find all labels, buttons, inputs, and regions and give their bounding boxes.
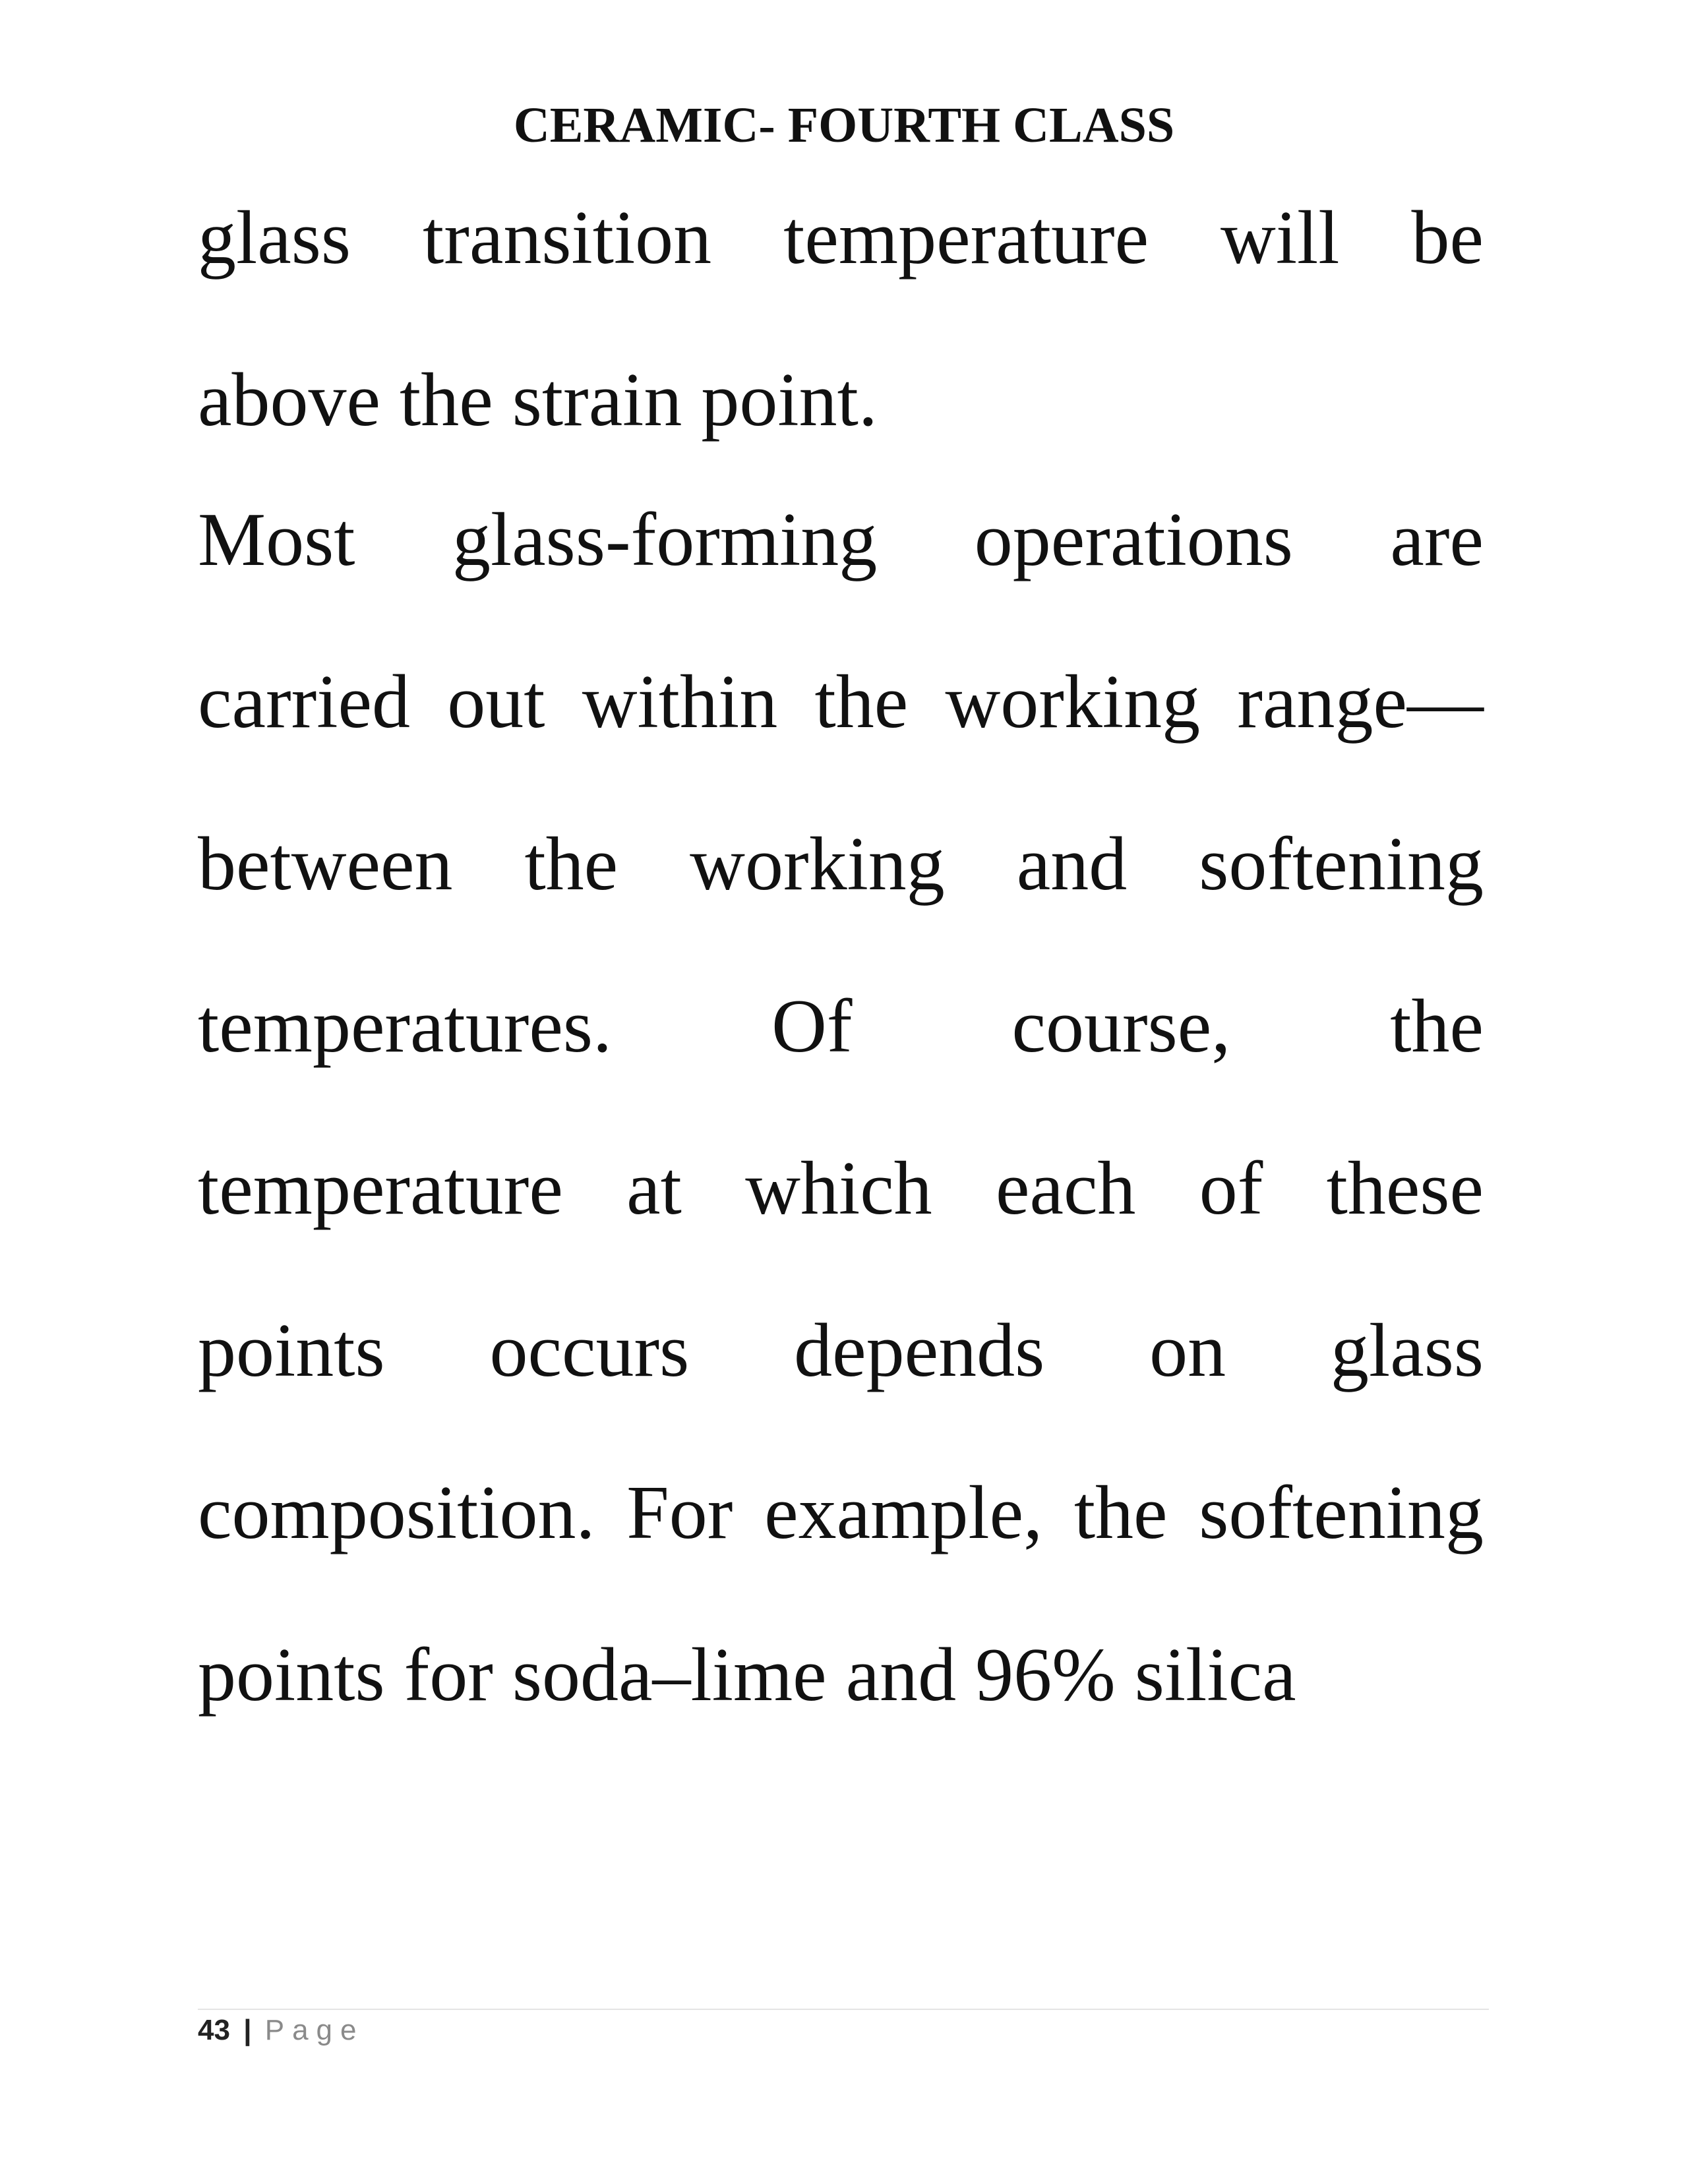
text-line: composition. For example, the softening (198, 1471, 1484, 1555)
text-line: temperature at which each of these (198, 1146, 1484, 1231)
page-number: 43 (198, 2014, 230, 2046)
text-line: temperatures. Of course, the (198, 984, 1484, 1069)
page-label: Page (264, 2014, 365, 2046)
text-line: between the working and softening (198, 822, 1484, 906)
footer-separator: | (243, 2014, 252, 2046)
text-line: points occurs depends on glass (198, 1309, 1484, 1393)
footer-divider (198, 2009, 1489, 2010)
text-line: points for soda–lime and 96% silica (198, 1633, 1296, 1717)
page-footer (198, 2009, 365, 2051)
page-header-title: CERAMIC- FOURTH CLASS (513, 98, 1175, 153)
text-line: carried out within the working range— (198, 660, 1484, 744)
text-line: glass transition temperature will be (198, 196, 1484, 280)
text-line: Most glass-forming operations are (198, 498, 1484, 582)
text-line: above the strain point. (198, 358, 878, 442)
